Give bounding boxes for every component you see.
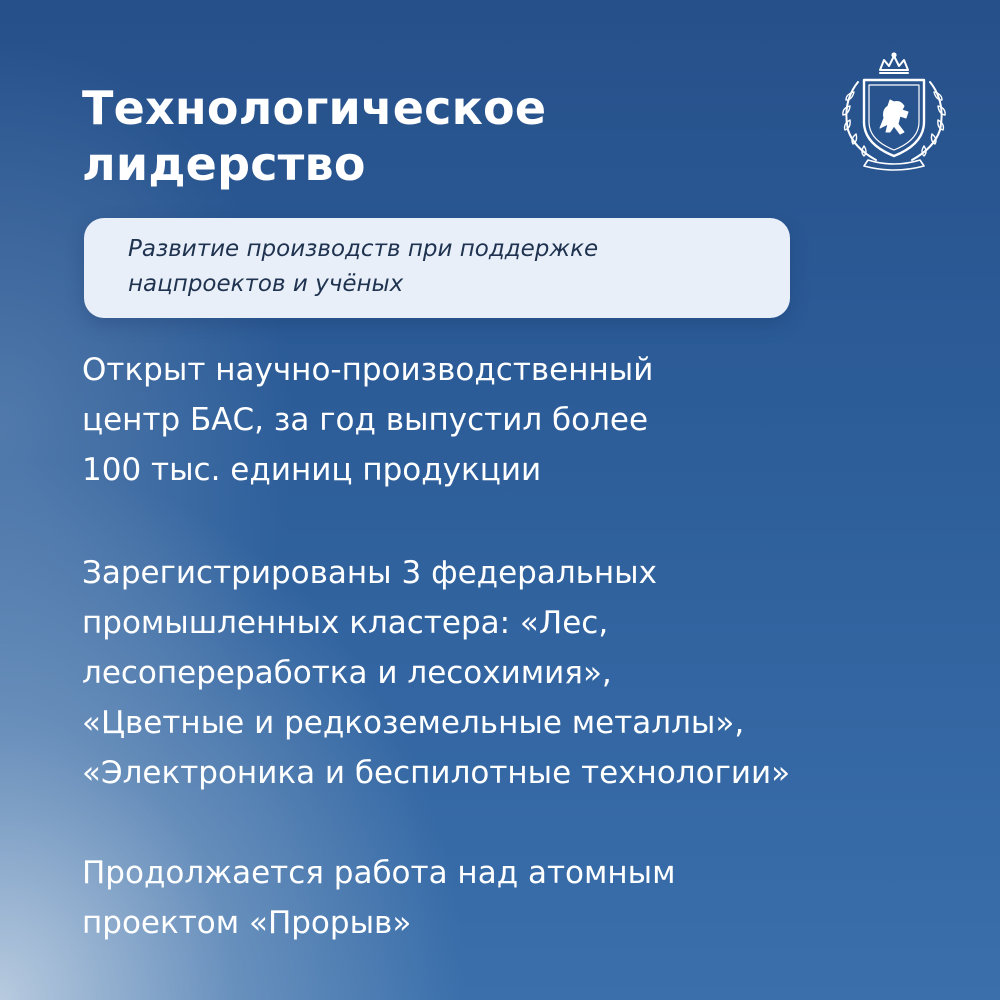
coat-of-arms-icon bbox=[824, 52, 964, 172]
paragraph-line: 100 тыс. единиц продукции bbox=[82, 452, 542, 488]
paragraph-atomic-project bbox=[82, 848, 962, 948]
paragraph-bas-center bbox=[82, 345, 962, 495]
paragraph-line: Продолжается работа над атомным bbox=[82, 855, 676, 891]
page-title bbox=[82, 80, 762, 192]
subtitle-line-2: нацпроектов и учёных bbox=[128, 271, 404, 297]
subtitle-box bbox=[84, 218, 790, 318]
page-title-line-1: Технологическое bbox=[82, 81, 547, 135]
paragraph-line: Открыт научно-производственный bbox=[82, 352, 654, 388]
paragraph-line: центр БАС, за год выпустил более bbox=[82, 402, 649, 438]
subtitle-line-1: Развитие производств при поддержке bbox=[128, 236, 599, 262]
paragraph-line: «Электроника и беспилотные технологии» bbox=[82, 755, 791, 791]
paragraph-line: Зарегистрированы 3 федеральных bbox=[82, 555, 657, 591]
paragraph-clusters bbox=[82, 548, 962, 798]
paragraph-line: проектом «Прорыв» bbox=[82, 905, 412, 941]
paragraph-line: «Цветные и редкоземельные металлы», bbox=[82, 705, 745, 741]
page-title-line-2: лидерство bbox=[82, 137, 366, 191]
paragraph-line: промышленных кластера: «Лес, bbox=[82, 605, 609, 641]
paragraph-line: лесопереработка и лесохимия», bbox=[82, 655, 612, 691]
